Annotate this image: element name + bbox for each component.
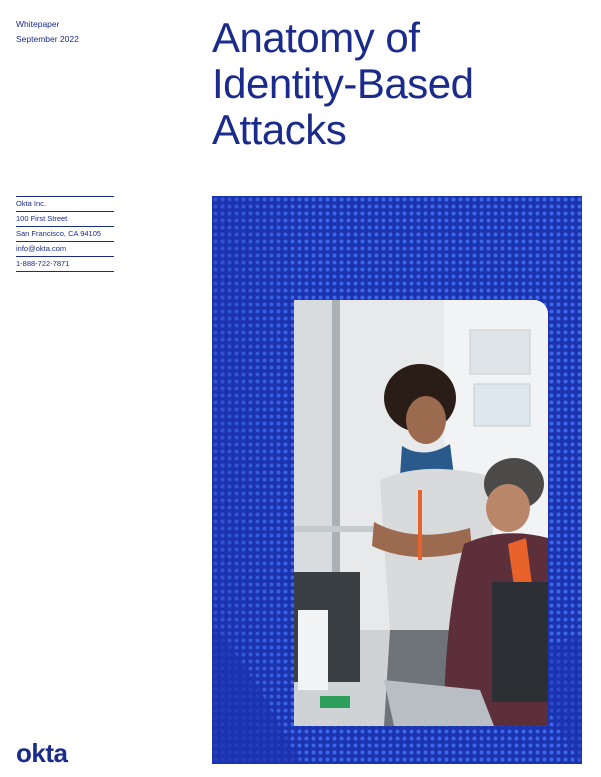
contact-email[interactable]: info@okta.com	[16, 241, 114, 256]
document-date: September 2022	[16, 34, 79, 44]
contact-phone: 1-888-722-7871	[16, 256, 114, 272]
contact-block	[16, 196, 114, 272]
contact-company: Okta Inc.	[16, 196, 114, 211]
page-title	[212, 15, 592, 153]
hero-photo	[294, 300, 548, 726]
document-type: Whitepaper	[16, 19, 60, 29]
title-line-3: Attacks	[212, 106, 347, 153]
title-line-2: Identity-Based	[212, 60, 474, 107]
okta-logo: okta	[16, 738, 68, 768]
title-line-1: Anatomy of	[212, 14, 420, 61]
cover-hero-graphic	[212, 196, 582, 764]
contact-street: 100 First Street	[16, 211, 114, 226]
office-scene-illustration	[294, 300, 548, 726]
contact-city: San Francisco, CA 94105	[16, 226, 114, 241]
document-meta	[16, 17, 79, 47]
